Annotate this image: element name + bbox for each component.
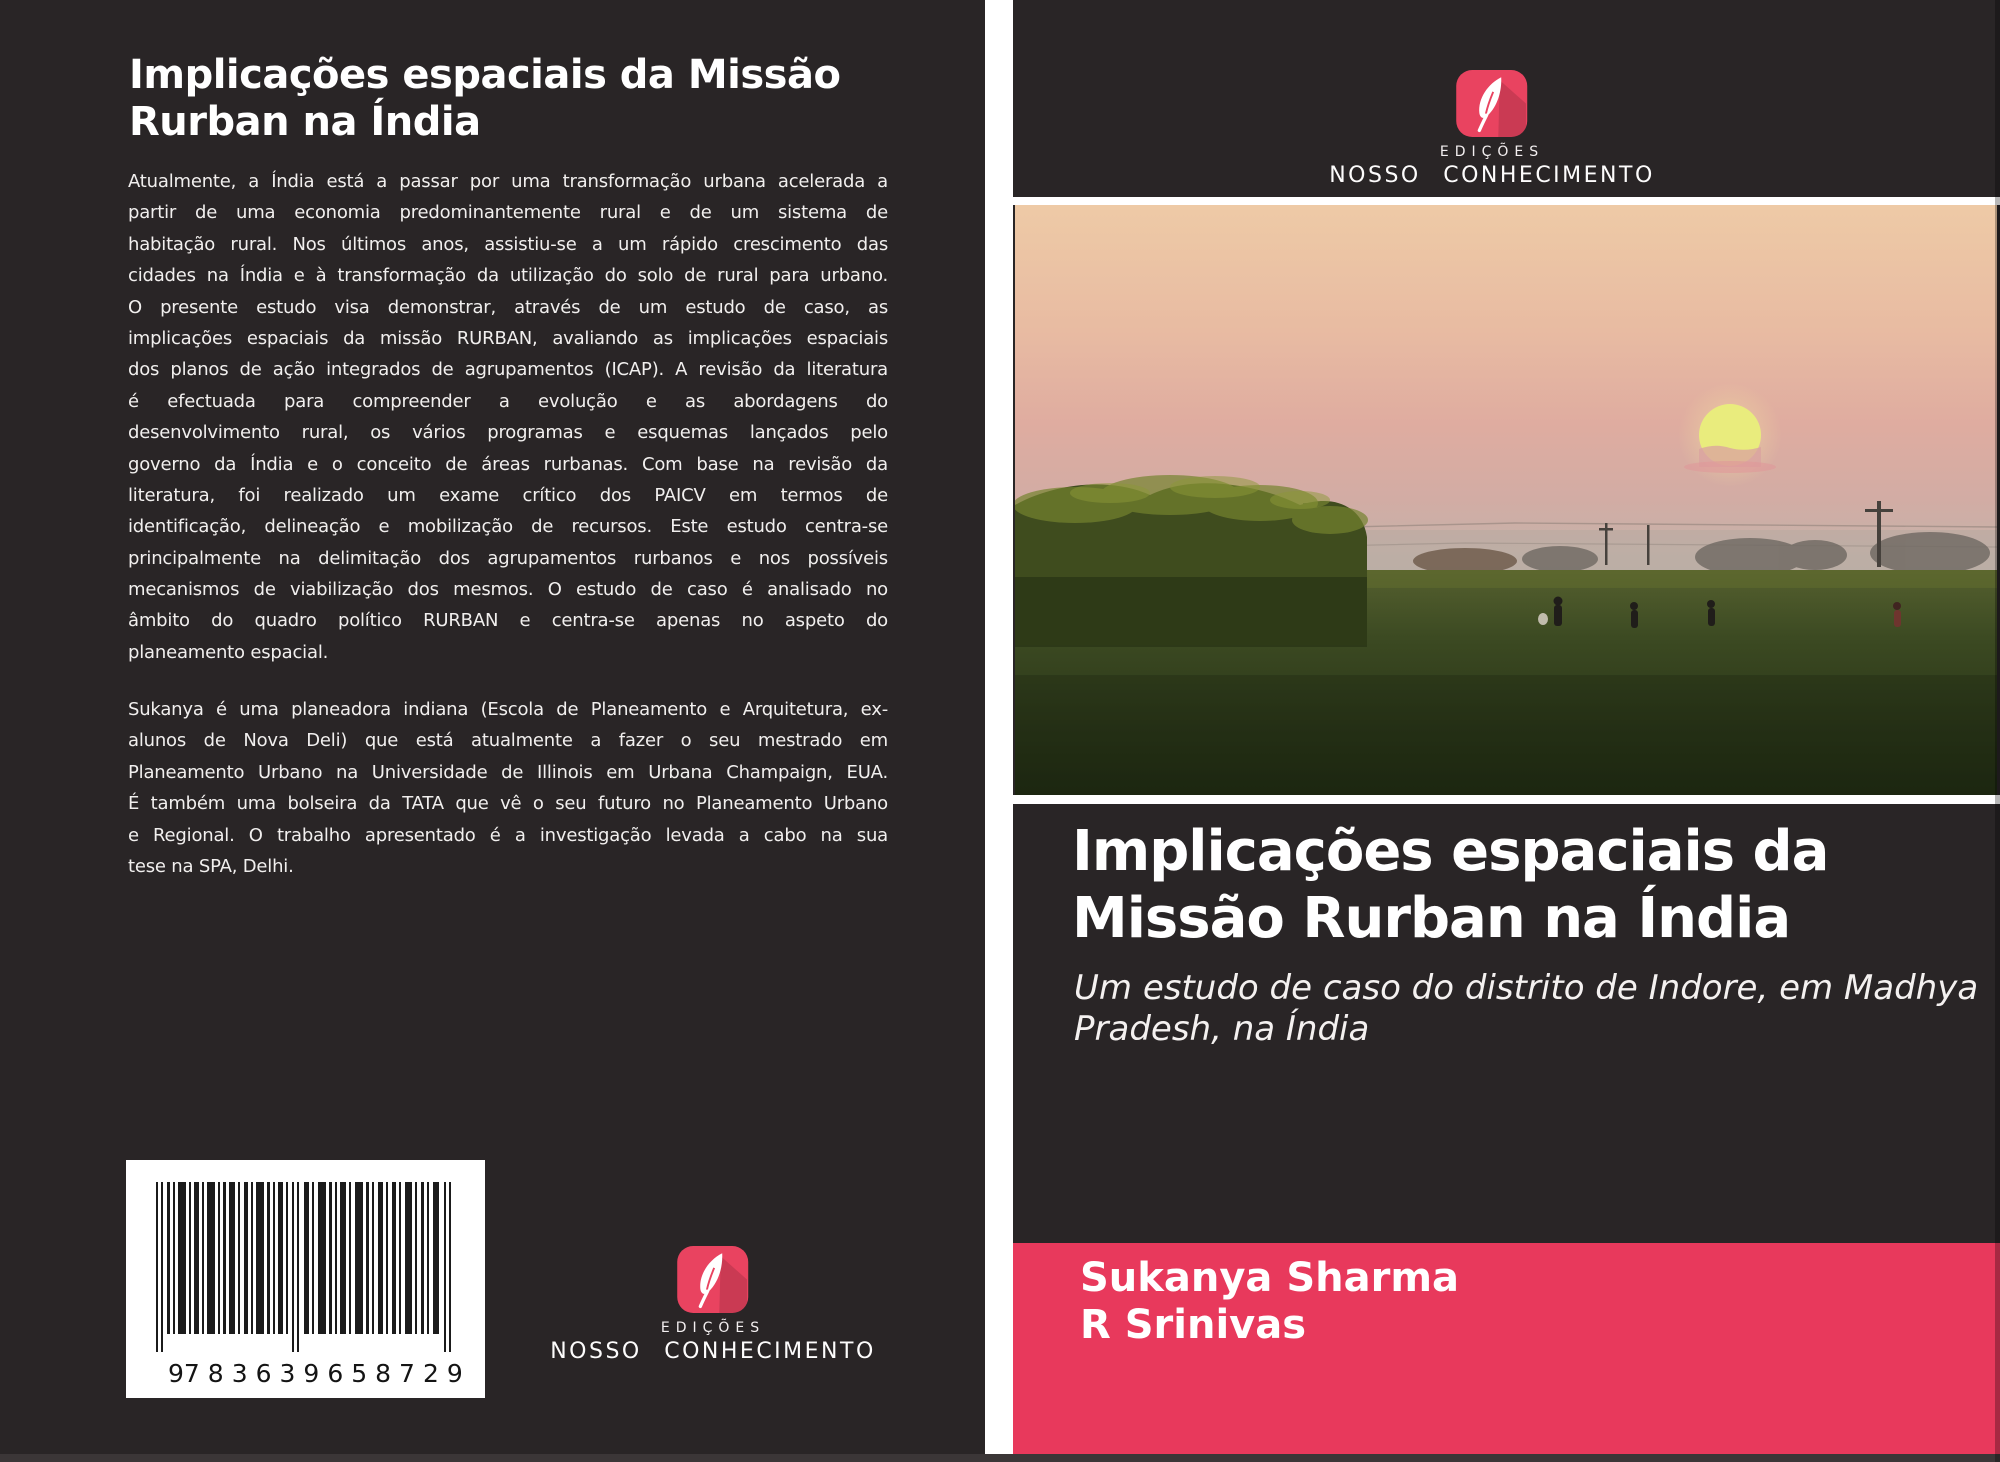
abstract-line: cidades na Índia e à transformação da utilização do solo de rural para urbano. [128,265,888,287]
publisher-imprint: EDIÇÕES [1439,144,1545,160]
author-name-1: Sukanya Sharma [1080,1255,1460,1301]
publisher-name: NOSSO CONHECIMENTO [550,1339,876,1364]
abstract-line: âmbito do quadro político RURBAN e centra-se apenas no aspeto do [128,610,888,632]
bio-line: É também uma bolseira da TATA que vê o seu futuro no Planeamento Urbano [128,793,888,815]
divider-line-top [1013,197,2000,205]
publisher-name: NOSSO CONHECIMENTO [1329,163,1655,188]
back-title-line2: Rurban na Índia [129,99,481,145]
front-subtitle-line1: Um estudo de caso do distrito de Indore, em Madhya [1074,968,1979,1008]
author-bio [128,694,888,882]
back-title-line1: Implicações espaciais da Missão [129,52,841,98]
abstract-line: Atualmente, a Índia está a passar por uma transformação urbana acelerada a [128,171,888,192]
divider-line-bottom [1013,795,2000,804]
front-subtitle-line2: Pradesh, na Índia [1074,1009,1370,1049]
abstract-line: mecanismos de viabilização dos mesmos. O estudo de caso é analisado no [128,579,888,601]
abstract-line: é efectuada para compreender a evolução e as abordagens do [128,390,888,412]
abstract-line: planeamento espacial. [128,641,329,663]
barcode-digit-group2: 658729 [327,1359,471,1388]
cover-bottom-edge [0,1454,2000,1462]
barcode-digits [168,1359,471,1388]
abstract-line: dos planos de ação integrados de agrupamentos (ICAP). A revisão da literatura [128,359,888,381]
bio-line: tese na SPA, Delhi. [128,855,294,877]
back-title [129,52,840,146]
feather-icon [677,1246,748,1313]
abstract-line: identificação, delineação e mobilização de recursos. Este estudo centra-se [128,516,888,538]
bio-line: alunos de Nova Deli) que está atualmente a fazer o seu mestrado em [128,730,888,752]
abstract-line: governo da Índia e o conceito de áreas rurbanas. Com base na revisão da [128,453,888,475]
publisher-imprint: EDIÇÕES [660,1320,766,1336]
bio-line: Sukanya é uma planeadora indiana (Escola de Planeamento e Arquitetura, ex- [128,699,888,720]
back-cover [0,0,985,1462]
feather-icon [1456,70,1527,137]
bio-line: Planeamento Urbano na Universidade de Illinois em Urbana Champaign, EUA. [128,761,888,783]
barcode-digit-lead: 9 [168,1359,184,1388]
front-subtitle [1074,968,1978,1050]
abstract-line: literatura, foi realizado um exame crítico dos PAICV em termos de [128,484,888,506]
abstract-line: O presente estudo visa demonstrar, através de um estudo de caso, as [128,296,888,318]
front-title [1072,818,1828,952]
sunset-field-scene [1015,205,1997,795]
publisher-logo-front [1329,70,1655,188]
author-name-2: R Srinivas [1080,1302,1307,1348]
front-title-line1: Implicações espaciais da [1072,819,1829,884]
cover-right-edge [1995,0,2000,1462]
bio-line: e Regional. O trabalho apresentado é a investigação levada a cabo na sua [128,824,888,846]
abstract-line: desenvolvimento rural, os vários programas e esquemas lançados pelo [128,422,888,444]
publisher-logo-back [550,1246,876,1364]
front-title-line2: Missão Rurban na Índia [1072,886,1791,951]
barcode [126,1160,485,1398]
abstract-line: habitação rural. Nos últimos anos, assistiu-se a um rápido crescimento das [128,233,888,255]
spine-gap [985,0,1013,1462]
abstract-line: implicações espaciais da missão RURBAN, avaliando as implicações espaciais [128,327,888,349]
front-cover [1013,0,2000,1462]
barcode-digit-group1: 783639 [183,1359,328,1388]
abstract-line: partir de uma economia predominantemente rural e de um sistema de [128,202,888,224]
back-abstract [128,166,888,668]
cover-photo [1015,205,1997,795]
abstract-line: principalmente na delimitação dos agrupamentos rurbanos e nos possíveis [128,547,888,569]
